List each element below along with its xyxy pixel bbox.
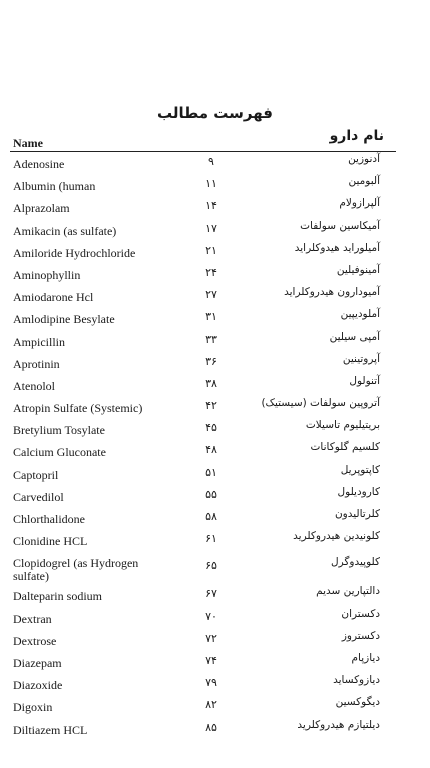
index-entry xyxy=(0,440,430,462)
drug-name-persian: دیازپام xyxy=(351,651,380,664)
index-entry xyxy=(0,219,430,241)
index-entry xyxy=(0,307,430,329)
index-entry xyxy=(0,529,430,551)
page-number: ۸۵ xyxy=(205,720,217,734)
drug-name-english: Diltiazem HCL xyxy=(13,722,88,737)
page-number: ۴۲ xyxy=(205,399,217,413)
index-entry xyxy=(0,695,430,717)
index-entry xyxy=(0,551,430,584)
drug-name-persian: آمینوفیلین xyxy=(336,263,380,276)
drug-name-persian: آمیلوراید هیدوکلراید xyxy=(294,241,380,254)
drug-name-persian: آمیکاسین سولفات xyxy=(300,219,380,232)
drug-name-english: Digoxin xyxy=(13,700,53,715)
index-entry xyxy=(0,152,430,174)
drug-name-english: Dextrose xyxy=(13,633,57,648)
drug-name-english: Atenolol xyxy=(13,378,55,393)
index-entry xyxy=(0,174,430,196)
index-entry xyxy=(0,673,430,695)
page-number: ۱۷ xyxy=(205,221,217,235)
english-column-header: Name xyxy=(13,136,43,150)
drug-name-persian: دیازوکساید xyxy=(333,674,380,687)
page-number: ۲۷ xyxy=(205,288,217,302)
persian-column-header: نام دارو xyxy=(329,128,384,144)
page-number: ۵۵ xyxy=(205,487,217,501)
index-entry xyxy=(0,463,430,485)
page-number: ۵۸ xyxy=(205,510,217,523)
drug-name-persian: کارودیلول xyxy=(337,485,380,498)
drug-name-english: Amlodipine Besylate xyxy=(13,312,115,327)
index-entry xyxy=(0,651,430,673)
index-entry xyxy=(0,263,430,285)
page-number: ۷۴ xyxy=(205,653,217,667)
page-title: فهرست مطالب xyxy=(157,104,273,122)
drug-name-persian: آتنولول xyxy=(349,374,380,387)
drug-name-persian: دکستران xyxy=(341,607,380,620)
page-number: ۸۲ xyxy=(205,698,217,712)
drug-name-english: Captopril xyxy=(13,467,59,482)
page-number: ۳۳ xyxy=(205,332,217,346)
drug-name-english: Atropin Sulfate (Systemic) xyxy=(13,401,143,416)
page-number: ۶۵ xyxy=(205,559,217,573)
drug-name-persian: دیلتیازم هیدروکلرید xyxy=(297,718,380,731)
index-entry xyxy=(0,607,430,629)
page-number: ۱۴ xyxy=(205,199,217,213)
page-number: ۶۱ xyxy=(205,532,217,546)
drug-name-english: Amikacin (as sulfate) xyxy=(13,223,117,238)
drug-name-english: Amiodarone Hcl xyxy=(13,290,94,305)
page-number: ۳۶ xyxy=(205,354,217,368)
drug-name-persian: آلپرازولام xyxy=(339,197,380,210)
drug-name-english: Bretylium Tosylate xyxy=(13,423,105,438)
page-number: ۵۱ xyxy=(205,465,217,479)
drug-name-persian: بریتیلیوم تاسیلات xyxy=(305,419,380,432)
page-number: ۳۸ xyxy=(205,376,217,390)
page-number: ۱۱ xyxy=(205,177,217,191)
drug-name-english: Chlorthalidone xyxy=(13,512,85,526)
drug-name-persian: کلرتالیدون xyxy=(334,508,380,520)
drug-name-english: Dalteparin sodium xyxy=(13,589,102,604)
page-number: ۶۷ xyxy=(205,587,217,601)
index-entry xyxy=(0,629,430,651)
drug-name-english: Albumin (human xyxy=(13,179,96,194)
index-entry xyxy=(0,330,430,352)
page-number: ۴۵ xyxy=(205,421,217,435)
drug-name-english: Clopidogrel (as Hydrogen sulfate) xyxy=(13,556,139,584)
drug-name-english: Carvedilol xyxy=(13,489,64,504)
drug-name-persian: آمپی سیلین xyxy=(329,330,380,343)
drug-name-persian: کلوپیدوگرل xyxy=(331,556,380,569)
drug-name-persian: آدنوزین xyxy=(348,153,380,165)
index-entry xyxy=(0,241,430,263)
drug-name-persian: آمیودارون هیدروکلراید xyxy=(284,286,380,299)
page-number: ۷۹ xyxy=(205,676,217,690)
index-entry xyxy=(0,196,430,218)
drug-name-persian: کلونیدین هیدروکلرید xyxy=(293,530,380,543)
drug-name-english: Aminophyllin xyxy=(13,267,81,282)
index-entry xyxy=(0,507,430,529)
drug-name-english: Amiloride Hydrochloride xyxy=(13,245,136,260)
page-number: ۴۸ xyxy=(205,443,217,457)
drug-index-list xyxy=(0,152,430,740)
drug-name-persian: کلسیم گلوکانات xyxy=(310,441,380,454)
drug-name-persian: آملودیپین xyxy=(340,308,380,321)
index-entry xyxy=(0,584,430,606)
index-entry xyxy=(0,396,430,418)
drug-name-persian: دیگوکسین xyxy=(335,696,380,709)
drug-name-english: Calcium Gluconate xyxy=(13,445,106,460)
page-number: ۳۱ xyxy=(205,310,217,324)
index-entry xyxy=(0,352,430,374)
drug-name-english: Diazoxide xyxy=(13,678,63,693)
index-entry xyxy=(0,374,430,396)
drug-name-english: Dextran xyxy=(13,611,52,626)
drug-name-english: Clonidine HCL xyxy=(13,534,88,549)
drug-name-persian: آپروتینین xyxy=(342,352,380,365)
page-number: ۷۲ xyxy=(205,631,217,645)
index-entry xyxy=(0,285,430,307)
page-number: ۲۴ xyxy=(205,265,217,279)
drug-name-persian: آلبومین xyxy=(348,175,380,188)
drug-name-persian: دکستروز xyxy=(341,629,380,642)
drug-name-english: Ampicillin xyxy=(13,334,65,349)
index-entry xyxy=(0,485,430,507)
drug-name-english: Diazepam xyxy=(13,655,62,670)
drug-name-english: Adenosine xyxy=(13,157,65,171)
drug-name-english: Aprotinin xyxy=(13,356,60,371)
drug-name-english: Alprazolam xyxy=(13,201,70,216)
drug-name-persian: آتروپین سولفات (سیستیک) xyxy=(261,397,380,410)
page-number: ۲۱ xyxy=(205,243,217,257)
drug-name-persian: دالتپارین سدیم xyxy=(316,585,380,598)
drug-name-persian: کاپتوپریل xyxy=(340,463,380,476)
page-number: ۹ xyxy=(208,155,214,168)
index-entry xyxy=(0,418,430,440)
index-entry xyxy=(0,718,430,740)
page-number: ۷۰ xyxy=(205,609,217,623)
